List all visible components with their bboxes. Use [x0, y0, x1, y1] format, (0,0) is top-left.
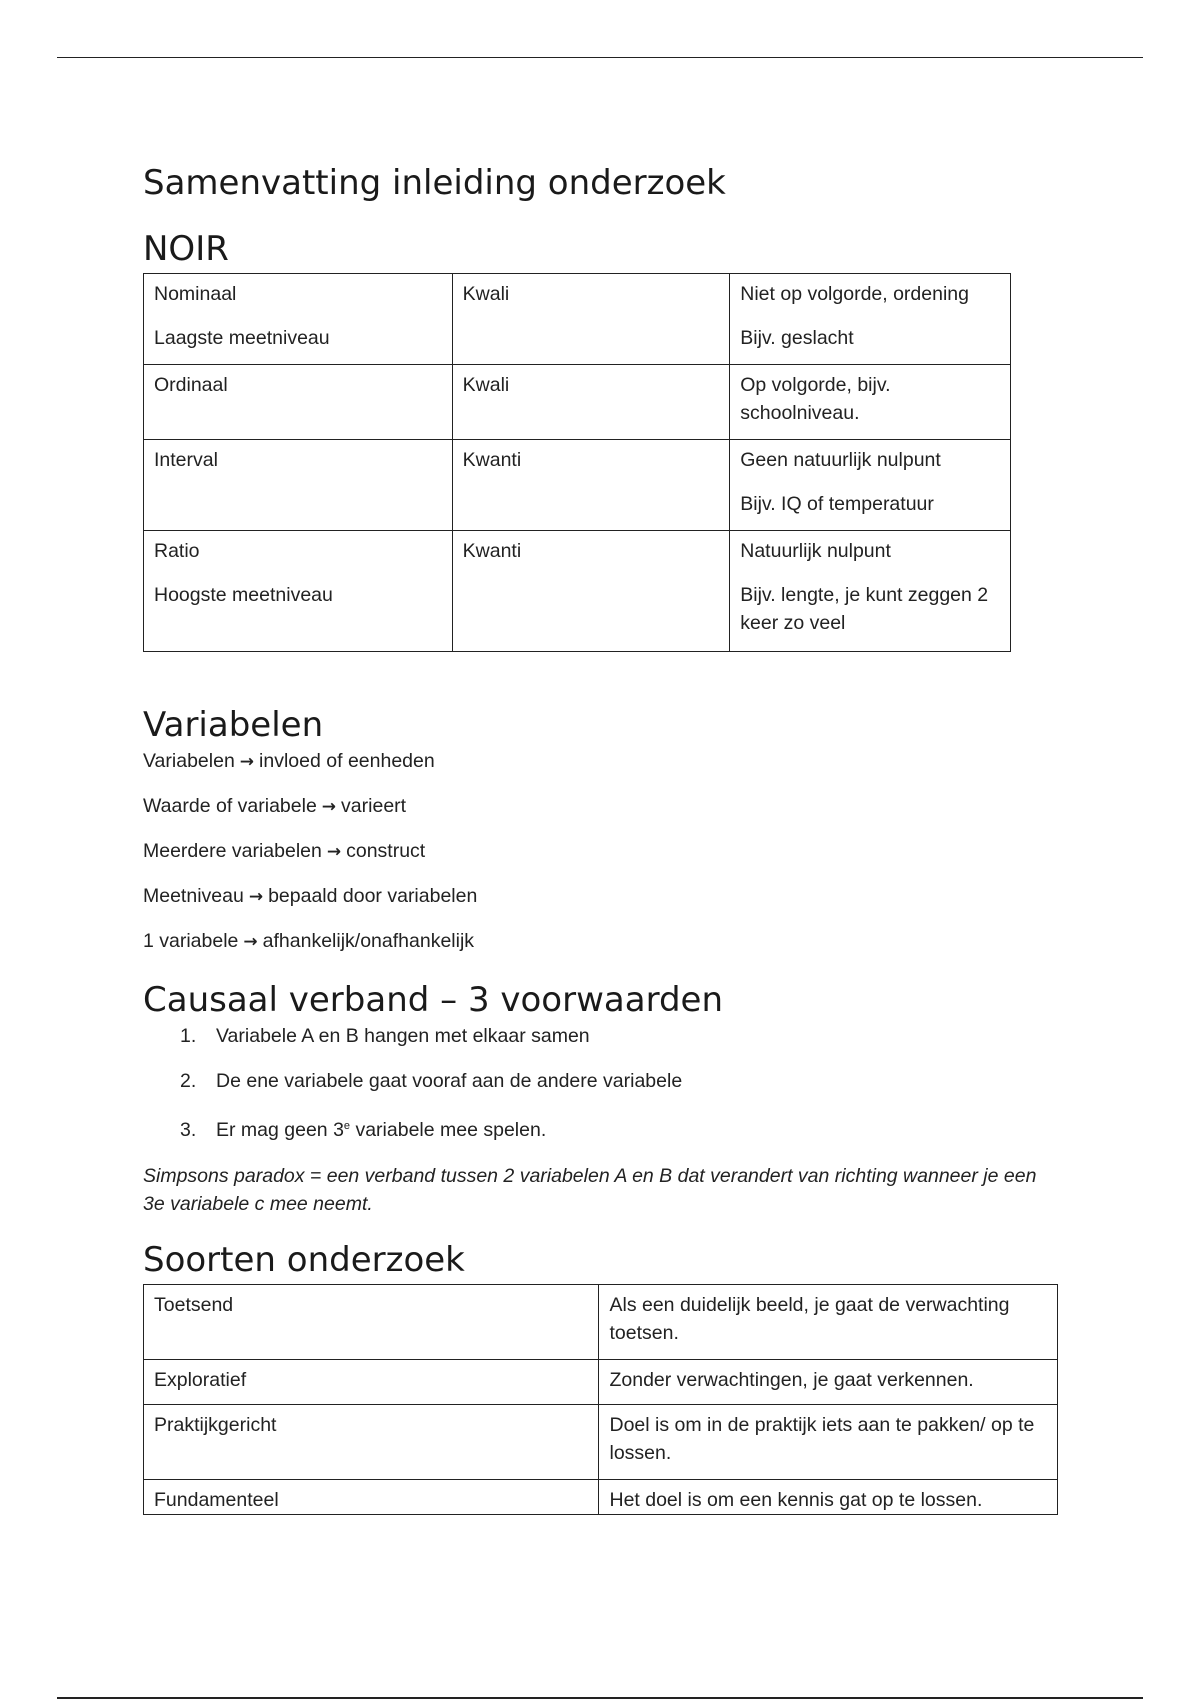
- page-title: Samenvatting inleiding onderzoek: [143, 163, 726, 203]
- table-row: [144, 531, 1011, 652]
- variabelen-heading: Variabelen: [143, 705, 324, 745]
- table-cell: Kwanti: [452, 531, 730, 652]
- table-cell: Geen natuurlijk nulpunt Bijv. IQ of temperatuur: [730, 440, 1011, 531]
- table-row: [144, 440, 1011, 531]
- table-cell: Ratio Hoogste meetniveau: [144, 531, 453, 652]
- table-cell: Toetsend: [144, 1285, 599, 1360]
- table-row: [144, 1285, 1058, 1360]
- list-item: 2. De ene variabele gaat vooraf aan de andere variabele: [180, 1070, 683, 1092]
- table-cell: Doel is om in de praktijk iets aan te pakken/ op te lossen.: [599, 1405, 1058, 1480]
- table-row: [144, 1405, 1058, 1480]
- variabelen-list: [143, 748, 477, 973]
- table-row: [144, 1480, 1058, 1515]
- table-cell: Zonder verwachtingen, je gaat verkennen.: [599, 1360, 1058, 1405]
- arrow-right-icon: →: [248, 887, 264, 907]
- table-cell: Op volgorde, bijv. schoolniveau.: [730, 365, 1011, 440]
- list-item: Variabelen → invloed of eenheden: [143, 748, 477, 793]
- footer-rule: [57, 1697, 1143, 1699]
- list-item: 1 variabele → afhankelijk/onafhankelijk: [143, 928, 477, 973]
- table-cell: Nominaal Laagste meetniveau: [144, 274, 453, 365]
- list-item: Waarde of variabele → varieert: [143, 793, 477, 838]
- arrow-right-icon: →: [321, 797, 337, 817]
- noir-heading: NOIR: [143, 229, 229, 269]
- table-cell: Als een duidelijk beeld, je gaat de verwachting toetsen.: [599, 1285, 1058, 1360]
- list-item: Meetniveau → bepaald door variabelen: [143, 883, 477, 928]
- header-rule: [57, 57, 1143, 58]
- table-cell: Ordinaal: [144, 365, 453, 440]
- simpson-paradox-note: Simpsons paradox = een verband tussen 2 variabelen A en B dat verandert van richting wanneer je een 3e variabele c mee neemt.: [143, 1165, 1037, 1215]
- table-cell: Praktijkgericht: [144, 1405, 599, 1480]
- arrow-right-icon: →: [243, 932, 258, 952]
- table-cell: Natuurlijk nulpunt Bijv. lengte, je kunt zeggen 2 keer zo veel: [730, 531, 1011, 652]
- list-item: 1. Variabele A en B hangen met elkaar samen: [180, 1025, 590, 1047]
- noir-table: [143, 273, 1011, 652]
- table-cell: Kwanti: [452, 440, 730, 531]
- table-cell: Fundamenteel: [144, 1480, 599, 1515]
- table-cell: Het doel is om een kennis gat op te lossen.: [599, 1480, 1058, 1515]
- table-row: [144, 365, 1011, 440]
- list-item: 3. Er mag geen 3e variabele mee spelen.: [180, 1119, 547, 1141]
- table-cell: Interval: [144, 440, 453, 531]
- table-cell: Kwali: [452, 365, 730, 440]
- arrow-right-icon: →: [326, 842, 342, 862]
- table-cell: Niet op volgorde, ordening Bijv. geslacht: [730, 274, 1011, 365]
- soorten-heading: Soorten onderzoek: [143, 1240, 465, 1280]
- table-cell: Exploratief: [144, 1360, 599, 1405]
- causaal-heading: Causaal verband – 3 voorwaarden: [143, 980, 723, 1020]
- arrow-right-icon: →: [239, 752, 255, 772]
- table-cell: Kwali: [452, 274, 730, 365]
- list-item: Meerdere variabelen → construct: [143, 838, 477, 883]
- causaal-list: [180, 1023, 682, 1158]
- table-row: [144, 1360, 1058, 1405]
- soorten-table: [143, 1284, 1058, 1515]
- table-row: [144, 274, 1011, 365]
